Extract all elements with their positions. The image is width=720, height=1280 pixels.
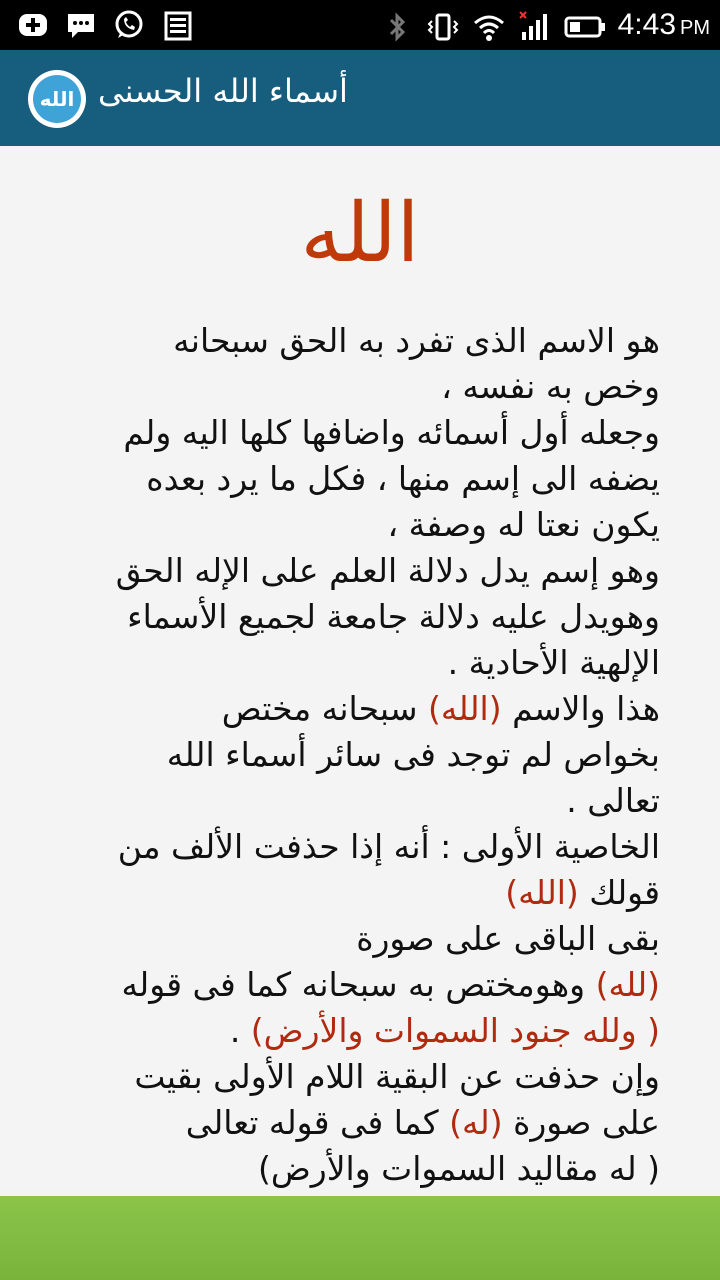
text-segment: .: [229, 1011, 251, 1050]
text-line: [50, 1054, 660, 1100]
clock-ampm: PM: [680, 17, 710, 39]
bottom-banner: [0, 1196, 720, 1280]
text-line: [50, 548, 660, 594]
text-segment: يضفه الى إسم منها ، فكل ما يرد بعده: [146, 459, 660, 498]
text-segment: وهومختص به سبحانه كما فى قوله: [121, 965, 596, 1004]
system-icons: [380, 6, 710, 47]
text-line: [50, 870, 660, 916]
text-segment: وهويدل عليه دلالة جامعة لجميع الأسماء: [127, 597, 660, 636]
highlighted-name: ( ولله جنود السموات والأرض): [250, 1011, 660, 1050]
app-bar: [0, 50, 720, 146]
text-line: [50, 1146, 660, 1192]
content-area: [0, 146, 720, 1196]
description-text: [50, 318, 660, 1192]
text-segment: وإن حذفت عن البقية اللام الأولى بقيت: [134, 1057, 660, 1096]
text-segment: على صورة: [502, 1103, 660, 1142]
text-line: [50, 594, 660, 640]
text-segment: يكون نعتا له وصفة ،: [387, 505, 660, 544]
app-title: أسماء الله الحسنى: [98, 72, 348, 110]
text-segment: وخص به نفسه ،: [441, 367, 660, 406]
text-line: [50, 364, 660, 410]
text-segment: قولك: [578, 873, 660, 912]
text-line: [50, 456, 660, 502]
text-segment: الإلهية الأحادية .: [447, 643, 660, 682]
highlighted-name: (الله): [505, 873, 579, 912]
highlighted-name: (الله): [427, 689, 502, 728]
text-line: [50, 686, 660, 732]
whatsapp-icon: [112, 8, 146, 42]
text-line: [50, 778, 660, 824]
allah-calligraphy-icon: الله: [33, 75, 81, 123]
signal-icon: [518, 10, 552, 44]
vibrate-icon: [426, 10, 460, 44]
text-segment: وهو إسم يدل دلالة العلم على الإله الحق: [115, 551, 660, 590]
message-icon: [64, 8, 98, 42]
text-line: [50, 410, 660, 456]
text-line: [50, 640, 660, 686]
text-line: [50, 1100, 660, 1146]
text-line: [50, 502, 660, 548]
text-segment: كما فى قوله تعالى: [185, 1103, 450, 1142]
text-line: [50, 916, 660, 962]
text-segment: سبحانه مختص: [221, 689, 428, 728]
highlighted-name: (لله): [595, 965, 660, 1004]
bluetooth-icon: [380, 10, 414, 44]
news-icon: [160, 8, 194, 42]
clock: [618, 6, 710, 47]
text-segment: تعالى .: [566, 781, 660, 820]
text-line: [50, 824, 660, 870]
status-bar: [0, 0, 720, 50]
text-line: [50, 732, 660, 778]
highlighted-name: (له): [449, 1103, 503, 1142]
text-segment: هو الاسم الذى تفرد به الحق سبحانه: [173, 321, 660, 360]
text-segment: وجعله أول أسمائه واضافها كلها اليه ولم: [123, 413, 660, 452]
text-segment: بخواص لم توجد فى سائر أسماء الله: [166, 735, 660, 774]
text-segment: بقى الباقى على صورة: [356, 919, 660, 958]
name-heading: الله: [300, 186, 420, 281]
clock-time: 4:43: [617, 8, 676, 41]
text-segment: ( له مقاليد السموات والأرض): [258, 1149, 660, 1188]
app-logo[interactable]: [28, 70, 86, 128]
battery-icon: [564, 10, 606, 44]
text-line: [50, 962, 660, 1008]
text-line: [50, 1008, 660, 1054]
text-line: [50, 318, 660, 364]
text-segment: الخاصية الأولى : أنه إذا حذفت الألف من: [117, 827, 660, 866]
wifi-icon: [472, 10, 506, 44]
text-segment: هذا والاسم: [501, 689, 660, 728]
notification-icons: [16, 8, 194, 42]
add-icon: [16, 8, 50, 42]
